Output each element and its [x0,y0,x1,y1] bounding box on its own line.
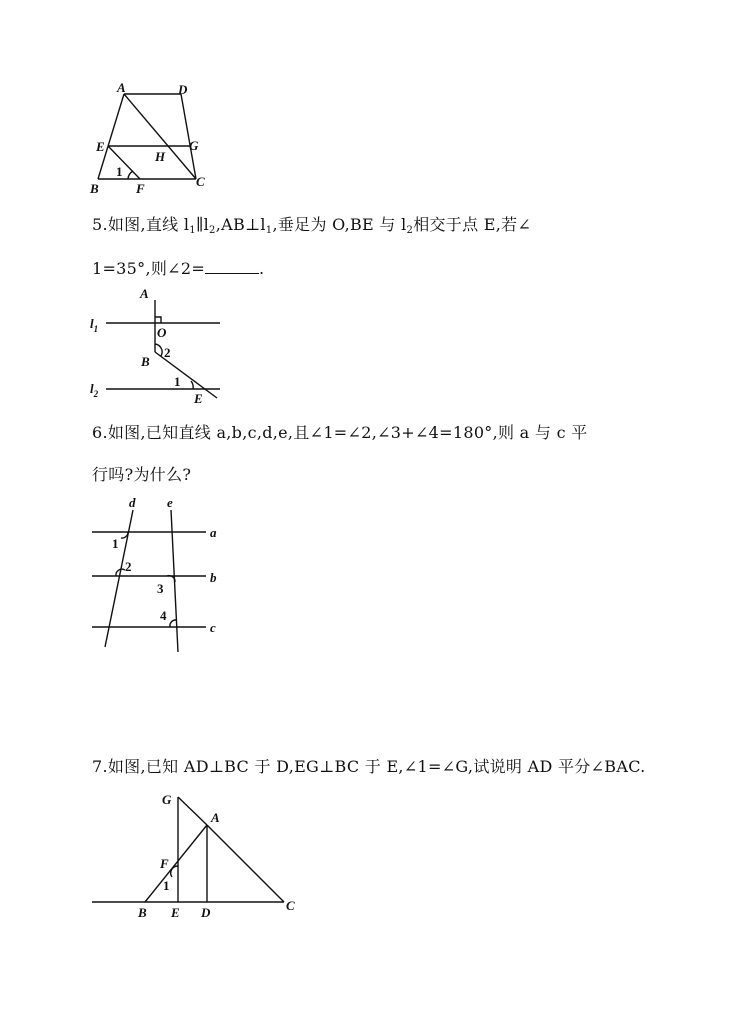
label-G: G [162,792,172,807]
label-angle-1: 1 [116,164,123,179]
question-5-line-1: 5.如图,直线 $l_1\parallel l_2,AB\perp l_1$,垂足为 O,BE 与 $l_2$相交于点 E,若∠ [92,215,532,236]
question-5-line-2: 1=35°,则∠2= . [92,259,265,278]
label-F: F [136,181,145,196]
segment-BA [145,825,207,902]
label-angle-3: 3 [157,581,164,596]
label-b: b [210,570,217,585]
label-D: D [178,82,188,97]
label-a: a [210,525,217,540]
label-O: O [157,325,167,340]
label-E: E [96,139,105,154]
label-angle-4: 4 [160,608,167,623]
label-e: e [167,495,173,510]
label-B: B [90,181,99,196]
label-A: A [211,810,220,825]
segment-AC [207,825,284,902]
label-C: C [196,174,205,189]
question-6-line-1: 6.如图,已知直线 a,b,c,d,e,且∠1=∠2,∠3+∠4=180°,则 a 与 c 平 [92,423,588,442]
label-angle-2: 2 [125,559,132,574]
label-c: c [210,620,216,635]
label-F: F [160,856,169,871]
label-l1: $l_1$ [90,316,99,334]
label-D: D [201,905,211,920]
label-H: H [155,149,166,164]
label-C: C [286,898,295,913]
label-d: d [129,495,136,510]
label-A: A [117,80,126,95]
label-angle-1: 1 [163,878,170,893]
label-angle-2: 2 [164,345,171,360]
question-7-line-1: 7.如图,已知 AD⊥BC 于 D,EG⊥BC 于 E,∠1=∠G,试说明 AD 平分∠BAC. [92,757,646,776]
label-E: E [194,391,203,406]
label-l2: $l_2$ [90,381,99,399]
label-angle-1: 1 [112,536,119,551]
label-E: E [171,905,180,920]
label-G: G [189,138,199,153]
label-angle-1: 1 [174,374,181,389]
label-B: B [141,354,150,369]
label-A: A [140,286,149,301]
question-6-line-2: 行吗?为什么? [92,465,192,484]
segment-GA [178,797,207,825]
label-B: B [138,905,147,920]
